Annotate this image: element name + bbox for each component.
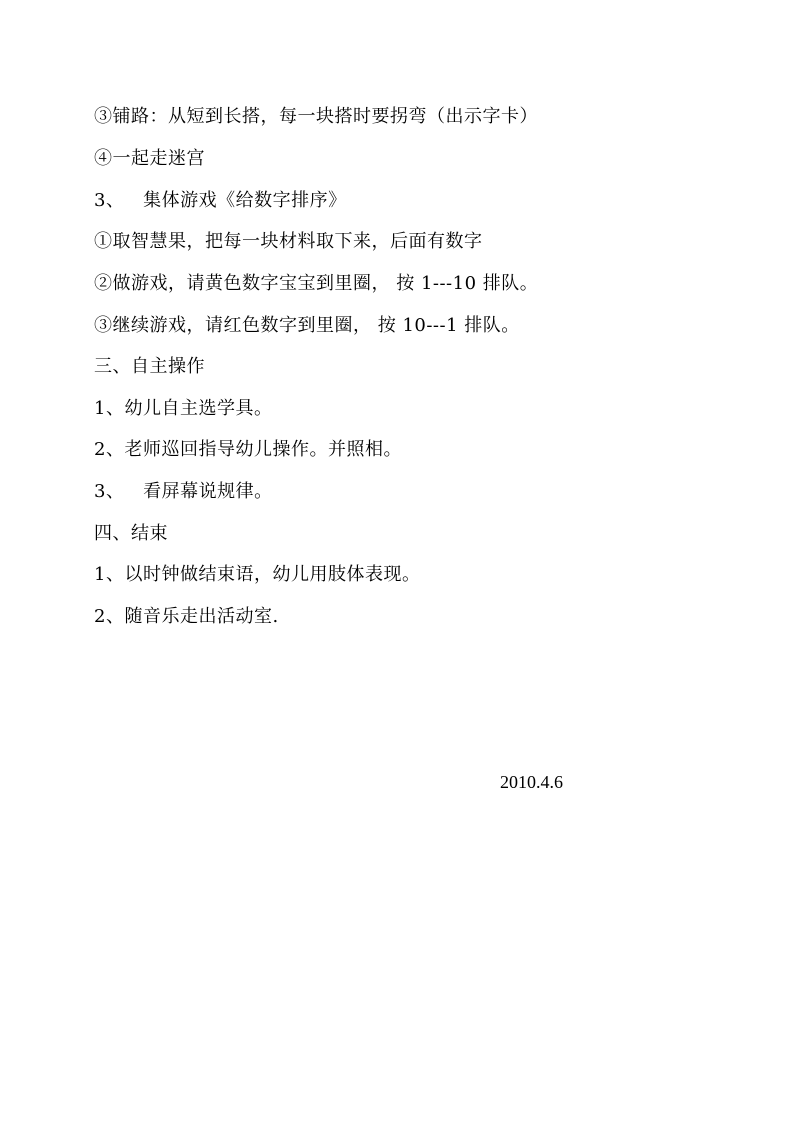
text-line: ①取智慧果，把每一块材料取下来，后面有数字 bbox=[94, 231, 483, 252]
text-line: ②做游戏，请黄色数字宝宝到里圈， 按 1---10 排队。 bbox=[94, 273, 539, 294]
text-line: ③继续游戏，请红色数字到里圈， 按 10---1 排队。 bbox=[94, 315, 520, 336]
text-line: 1、幼儿自主选学具。 bbox=[94, 398, 273, 419]
text-line: ④一起走迷宫 bbox=[94, 148, 205, 169]
text-line: 3、 集体游戏《给数字排序》 bbox=[94, 190, 347, 211]
text-line: 2、随音乐走出活动室. bbox=[94, 606, 279, 627]
text-line: 2、老师巡回指导幼儿操作。并照相。 bbox=[94, 439, 402, 460]
text-line: 1、以时钟做结束语，幼儿用肢体表现。 bbox=[94, 564, 421, 585]
section-heading: 四、结束 bbox=[94, 523, 168, 544]
text-line: 3、 看屏幕说规律。 bbox=[94, 481, 273, 502]
document-date: 2010.4.6 bbox=[500, 772, 563, 792]
section-heading: 三、自主操作 bbox=[94, 356, 205, 377]
text-line: ③铺路：从短到长搭，每一块搭时要拐弯（出示字卡） bbox=[94, 106, 538, 127]
